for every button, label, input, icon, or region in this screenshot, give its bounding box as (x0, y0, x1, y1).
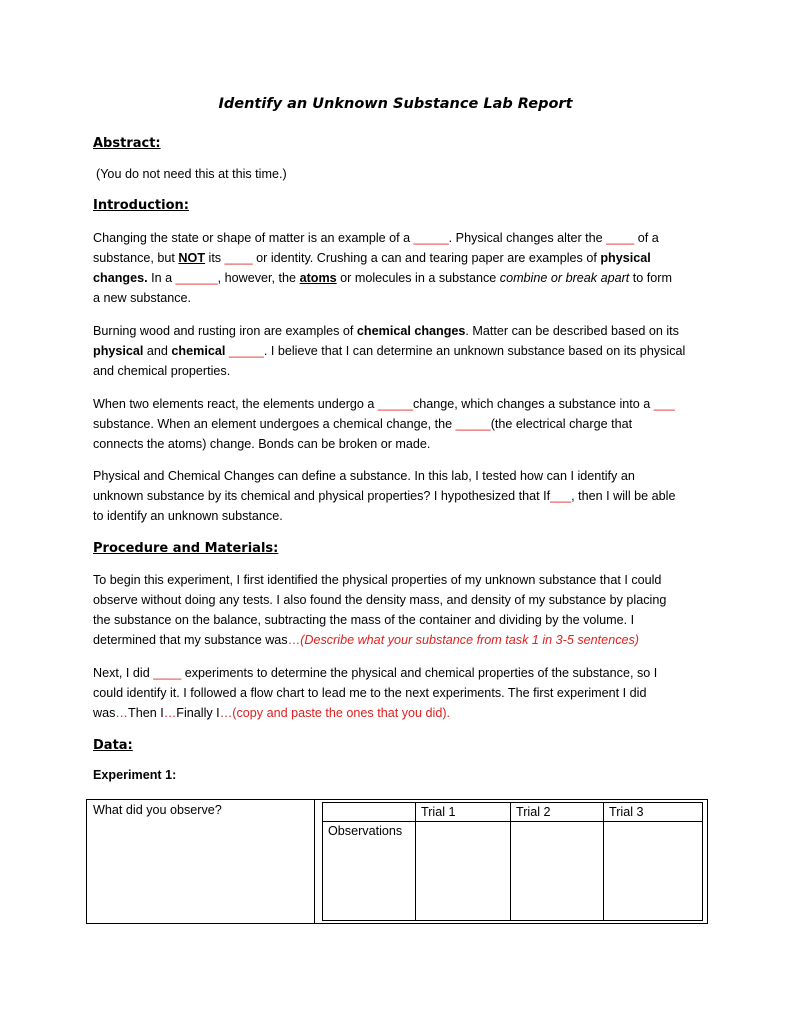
trial-1-observation-cell[interactable] (416, 822, 511, 921)
observe-label: What did you observe? (93, 803, 222, 817)
header-cell-trial-3: Trial 3 (604, 803, 703, 822)
observations-label: Observations (323, 822, 416, 921)
procedure-paragraph-1: To begin this experiment, I first identified the physical properties of my unknown substance that I could observe without doing any tests. I also found the density mass, and density of my substance by placing the substance on the balance, subtracting the mass of the container and dividing by the volume. I determined that my substance was…(Describe what your substance from task 1 in 3-5 sentences) (93, 573, 667, 647)
experiment-1-label: Experiment 1: (93, 768, 177, 782)
header-cell-trial-2: Trial 2 (511, 803, 604, 822)
trial-3-observation-cell[interactable] (604, 822, 703, 921)
abstract-heading: Abstract: (93, 136, 161, 151)
trials-table (322, 802, 703, 921)
report-title: Identify an Unknown Substance Lab Report (218, 96, 573, 112)
trial-2-observation-cell[interactable] (511, 822, 604, 921)
intro-paragraph-2: Burning wood and rusting iron are examples of chemical changes. Matter can be described based on its physical and chemical _____. I believe that I can determine an unknown substance based on its physical and chemical properties. (93, 324, 686, 378)
experiment-1-table (86, 799, 708, 924)
intro-paragraph-4: Physical and Chemical Changes can define a substance. In this lab, I tested how can I identify an unknown substance by its chemical and physical properties? I hypothesized that If___, then I will be able to identify an unknown substance. (93, 469, 676, 523)
procedure-heading: Procedure and Materials: (93, 541, 279, 556)
data-heading: Data: (93, 738, 133, 753)
intro-paragraph-3: When two elements react, the elements undergo a _____change, which changes a substance into a ___ substance. When an element undergoes a chemical change, the _____(the electrical charge that connects the atoms) change. Bonds can be broken or made. (93, 397, 675, 451)
header-cell-empty (323, 803, 416, 822)
observations-row (323, 822, 703, 921)
introduction-heading: Introduction: (93, 198, 189, 213)
procedure-paragraph-2: Next, I did ____ experiments to determine the physical and chemical properties of the substance, so I could identify it. I followed a flow chart to lead me to the next experiments. The first experiment I did was…Then I…Finally I…(copy and paste the ones that you did). (93, 666, 658, 720)
header-cell-trial-1: Trial 1 (416, 803, 511, 822)
abstract-text: (You do not need this at this time.) (96, 167, 287, 181)
observe-cell[interactable] (87, 800, 315, 923)
trials-header-row (323, 803, 703, 822)
intro-paragraph-1: Changing the state or shape of matter is an example of a _____. Physical changes alter the ____ of a substance, but NOT its ____ or identity. Crushing a can and tearing paper are examples of physical changes. In a ______, however, the atoms or molecules in a substance combine or break apart to form a new substance. (93, 231, 672, 305)
